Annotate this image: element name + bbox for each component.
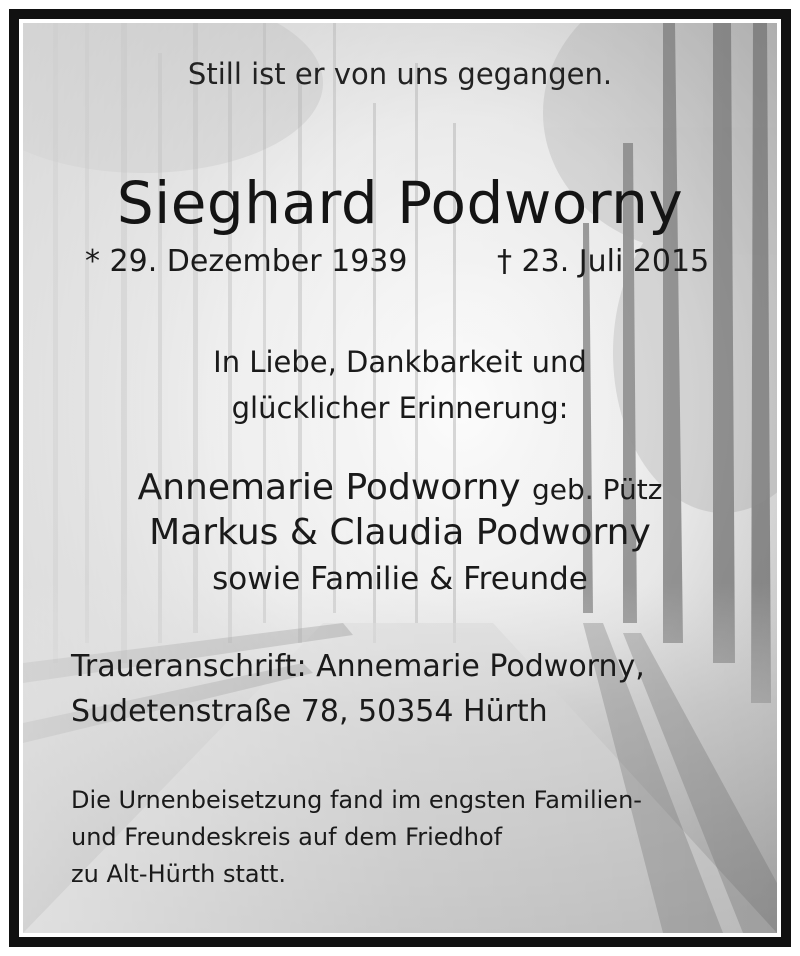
dedication-line-2: glücklicher Erinnerung: <box>231 391 569 425</box>
mourner-1-name: Annemarie Podworny <box>137 467 521 508</box>
burial-info-line-3: zu Alt-Hürth statt. <box>71 860 287 888</box>
mourner-3: sowie Familie & Freunde <box>212 561 588 597</box>
burial-info-line-2: und Freundeskreis auf dem Friedhof <box>71 823 503 851</box>
deceased-name: Sieghard Podworny <box>116 169 684 237</box>
birth-date: * 29. Dezember 1939 <box>85 244 408 279</box>
mourning-address-line-1: Traueranschrift: Annemarie Podworny, <box>71 649 645 684</box>
mourning-address-line-2: Sudetenstraße 78, 50354 Hürth <box>71 694 548 729</box>
burial-info-line-1: Die Urnenbeisetzung fand im engsten Familien- <box>71 786 642 814</box>
notice-border <box>9 9 791 947</box>
intro-text: Still ist er von uns gegangen. <box>187 57 613 91</box>
death-date: † 23. Juli 2015 <box>497 244 710 279</box>
mourner-1 <box>19 467 781 508</box>
mourner-2: Markus & Claudia Podworny <box>149 512 651 553</box>
mourner-1-maiden-name: geb. Pütz <box>532 473 663 506</box>
dedication-line-1: In Liebe, Dankbarkeit und <box>213 345 587 379</box>
notice-panel <box>19 19 781 937</box>
